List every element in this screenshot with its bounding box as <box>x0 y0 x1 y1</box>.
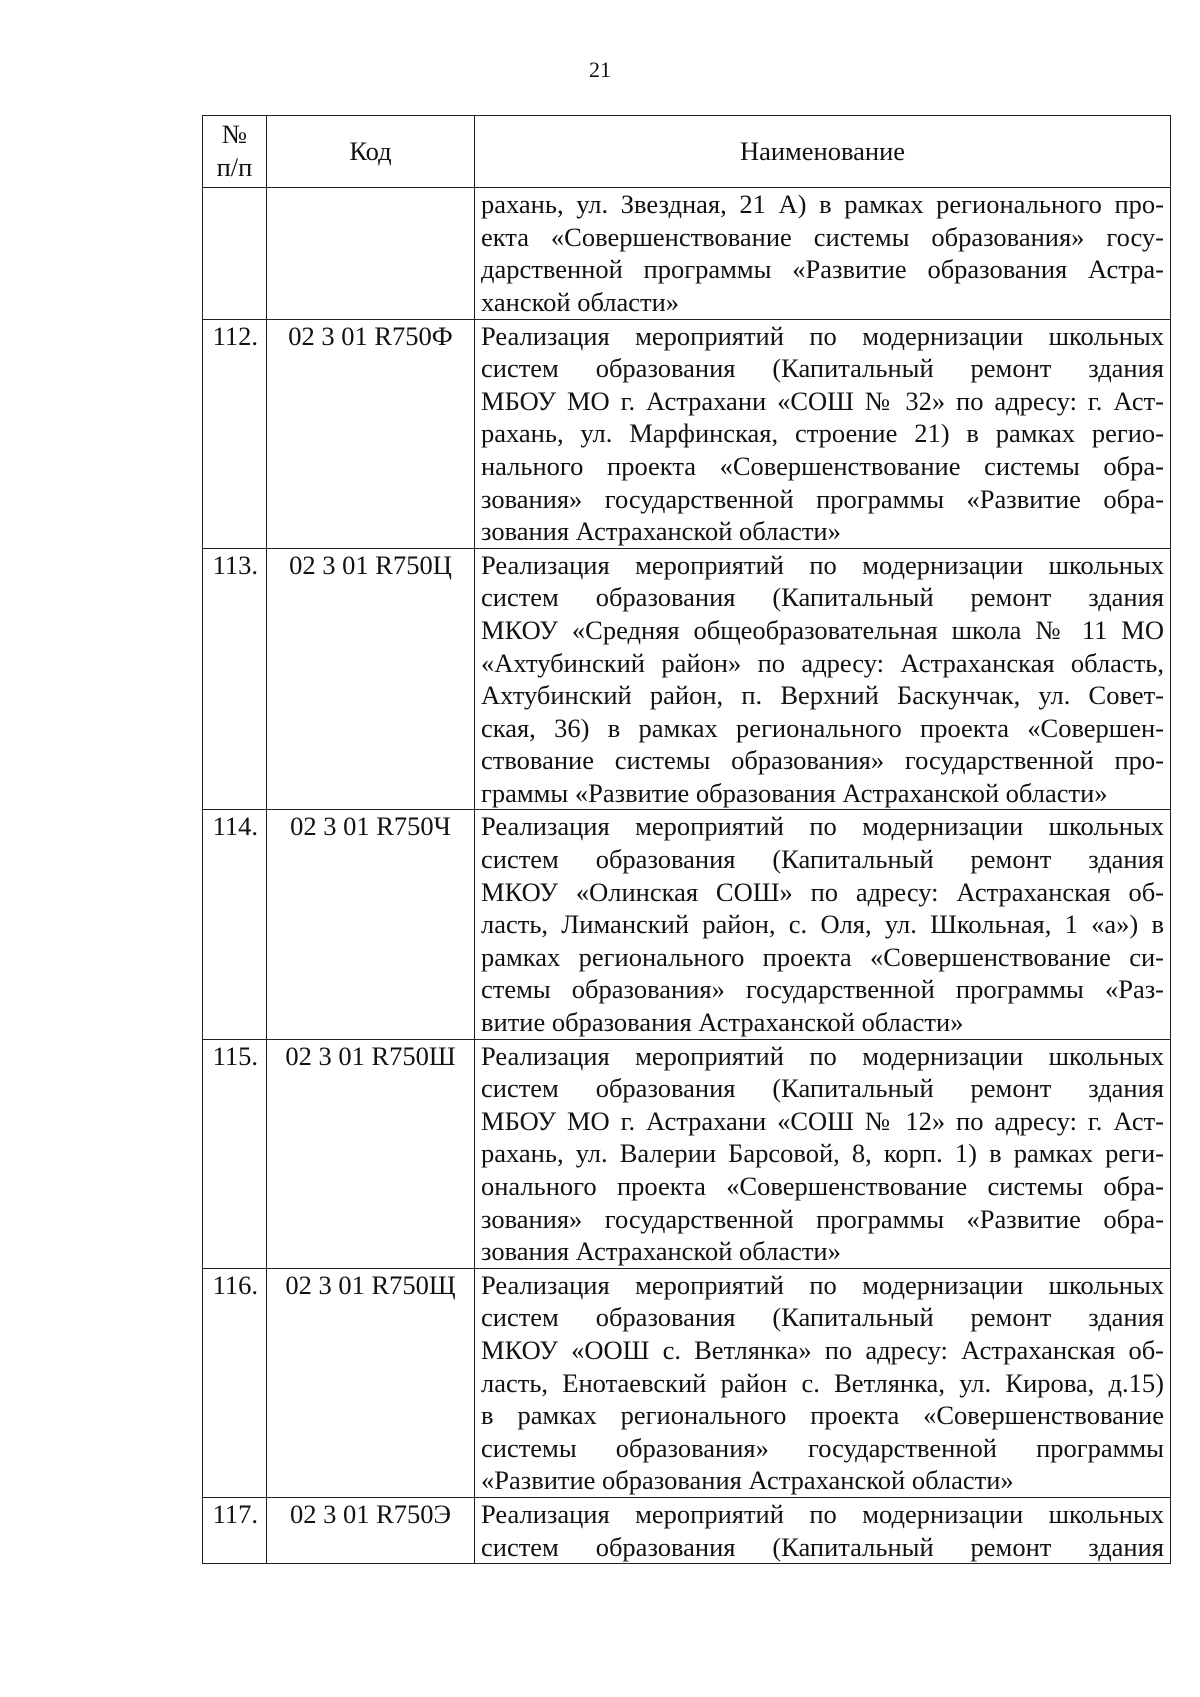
name-line: систем образования (Капитальный ремонт здания <box>481 1302 1164 1333</box>
name-line: нального проекта «Совершенствование системы обра- <box>481 450 1164 481</box>
name-line: рахань, ул. Марфинская, строение 21) в рамках регио- <box>481 418 1164 449</box>
table-row <box>203 1497 1171 1563</box>
name-line: зования» государственной программы «Развитие обра- <box>481 1203 1164 1234</box>
name-line: Реализация мероприятий по модернизации школьных <box>481 549 1164 580</box>
name-line: граммы «Развитие образования Астраханской области» <box>481 777 1108 808</box>
header-name: Наименование <box>475 116 1171 188</box>
name-line: Реализация мероприятий по модернизации школьных <box>481 1040 1164 1071</box>
name-line: рахань, ул. Валерии Барсовой, 8, корп. 1) в рамках реги- <box>481 1138 1164 1169</box>
row-code <box>267 188 475 319</box>
row-name <box>475 810 1171 1039</box>
name-line: рамках регионального проекта «Совершенствование си- <box>481 941 1164 972</box>
table-row <box>203 548 1171 810</box>
row-code: 02 3 01 R750Щ <box>267 1268 475 1497</box>
name-line: систем образования (Капитальный ремонт здания <box>481 582 1164 613</box>
name-line: системы образования» государственной программы <box>481 1432 1164 1463</box>
name-line: систем образования (Капитальный ремонт здания <box>481 1073 1164 1104</box>
row-number: 115. <box>203 1039 267 1268</box>
name-line: Ахтубинский район, п. Верхний Баскунчак, ул. Совет- <box>481 680 1164 711</box>
name-line: витие образования Астраханской области» <box>481 1007 964 1038</box>
name-line: систем образования (Капитальный ремонт здания <box>481 353 1164 384</box>
row-code: 02 3 01 R750Ф <box>267 319 475 548</box>
name-line: зования» государственной программы «Развитие обра- <box>481 483 1164 514</box>
row-number: 113. <box>203 548 267 810</box>
row-code: 02 3 01 R750Э <box>267 1497 475 1563</box>
header-number-symbol: № <box>221 119 248 149</box>
table-row <box>203 1268 1171 1497</box>
name-line: МКОУ «Средняя общеобразовательная школа № 11 МО <box>481 614 1164 645</box>
name-line: стемы образования» государственной программы «Раз- <box>481 974 1164 1005</box>
name-line: Реализация мероприятий по модернизации школьных <box>481 811 1164 842</box>
name-line: екта «Совершенствование системы образования» госу- <box>481 221 1164 252</box>
name-line: МБОУ МО г. Астрахани «СОШ № 12» по адресу: г. Аст- <box>481 1105 1164 1136</box>
page-number: 21 <box>589 57 611 82</box>
name-line: онального проекта «Совершенствование системы обра- <box>481 1171 1164 1201</box>
name-line: ласть, Лиманский район, с. Оля, ул. Школьная, 1 «а») в <box>481 909 1164 940</box>
name-line: МКОУ «Олинская СОШ» по адресу: Астраханская об- <box>481 876 1164 907</box>
name-line: ласть, Енотаевский район с. Ветлянка, ул. Кирова, д.15) <box>481 1367 1164 1398</box>
row-code: 02 3 01 R750Ч <box>267 810 475 1039</box>
row-name <box>475 1268 1171 1497</box>
name-line: Реализация мероприятий по модернизации школьных <box>481 1498 1164 1529</box>
name-line: в рамках регионального проекта «Совершенствование <box>481 1400 1164 1431</box>
row-number: 116. <box>203 1268 267 1497</box>
row-code: 02 3 01 R750Ц <box>267 548 475 810</box>
table-header-row <box>203 116 1171 188</box>
header-code: Код <box>267 116 475 188</box>
name-line: зования Астраханской области» <box>481 516 841 547</box>
row-number: 117. <box>203 1497 267 1563</box>
name-line: Реализация мероприятий по модернизации школьных <box>481 1269 1164 1300</box>
name-line: «Ахтубинский район» по адресу: Астраханская область, <box>481 647 1164 678</box>
row-name <box>475 548 1171 810</box>
header-number <box>203 116 267 188</box>
name-line: дарственной программы «Развитие образования Астра- <box>481 254 1164 285</box>
name-line: МБОУ МО г. Астрахани «СОШ № 32» по адресу: г. Аст- <box>481 385 1164 416</box>
table-row <box>203 810 1171 1039</box>
name-line: систем образования (Капитальный ремонт здания <box>481 1531 1164 1562</box>
row-code: 02 3 01 R750Ш <box>267 1039 475 1268</box>
budget-classification-table <box>202 115 1171 1564</box>
name-line: «Развитие образования Астраханской области» <box>481 1465 1014 1496</box>
name-line: ская, 36) в рамках регионального проекта «Совершен- <box>481 712 1164 743</box>
row-number: 112. <box>203 319 267 548</box>
row-number <box>203 188 267 319</box>
table-row <box>203 319 1171 548</box>
name-line: МКОУ «ООШ с. Ветлянка» по адресу: Астраханская об- <box>481 1334 1164 1365</box>
name-line: ханской области» <box>481 286 680 317</box>
name-line: Реализация мероприятий по модернизации школьных <box>481 320 1164 351</box>
row-number: 114. <box>203 810 267 1039</box>
table-row <box>203 1039 1171 1268</box>
name-line: систем образования (Капитальный ремонт здания <box>481 844 1164 875</box>
name-line: рахань, ул. Звездная, 21 А) в рамках регионального про- <box>481 189 1164 220</box>
row-name <box>475 188 1171 319</box>
name-line: ствование системы образования» государственной про- <box>481 745 1164 776</box>
row-name <box>475 319 1171 548</box>
header-number-abbrev: п/п <box>216 151 253 182</box>
name-line: зования Астраханской области» <box>481 1236 841 1267</box>
row-name <box>475 1497 1171 1563</box>
table-row <box>203 188 1171 319</box>
row-name <box>475 1039 1171 1268</box>
